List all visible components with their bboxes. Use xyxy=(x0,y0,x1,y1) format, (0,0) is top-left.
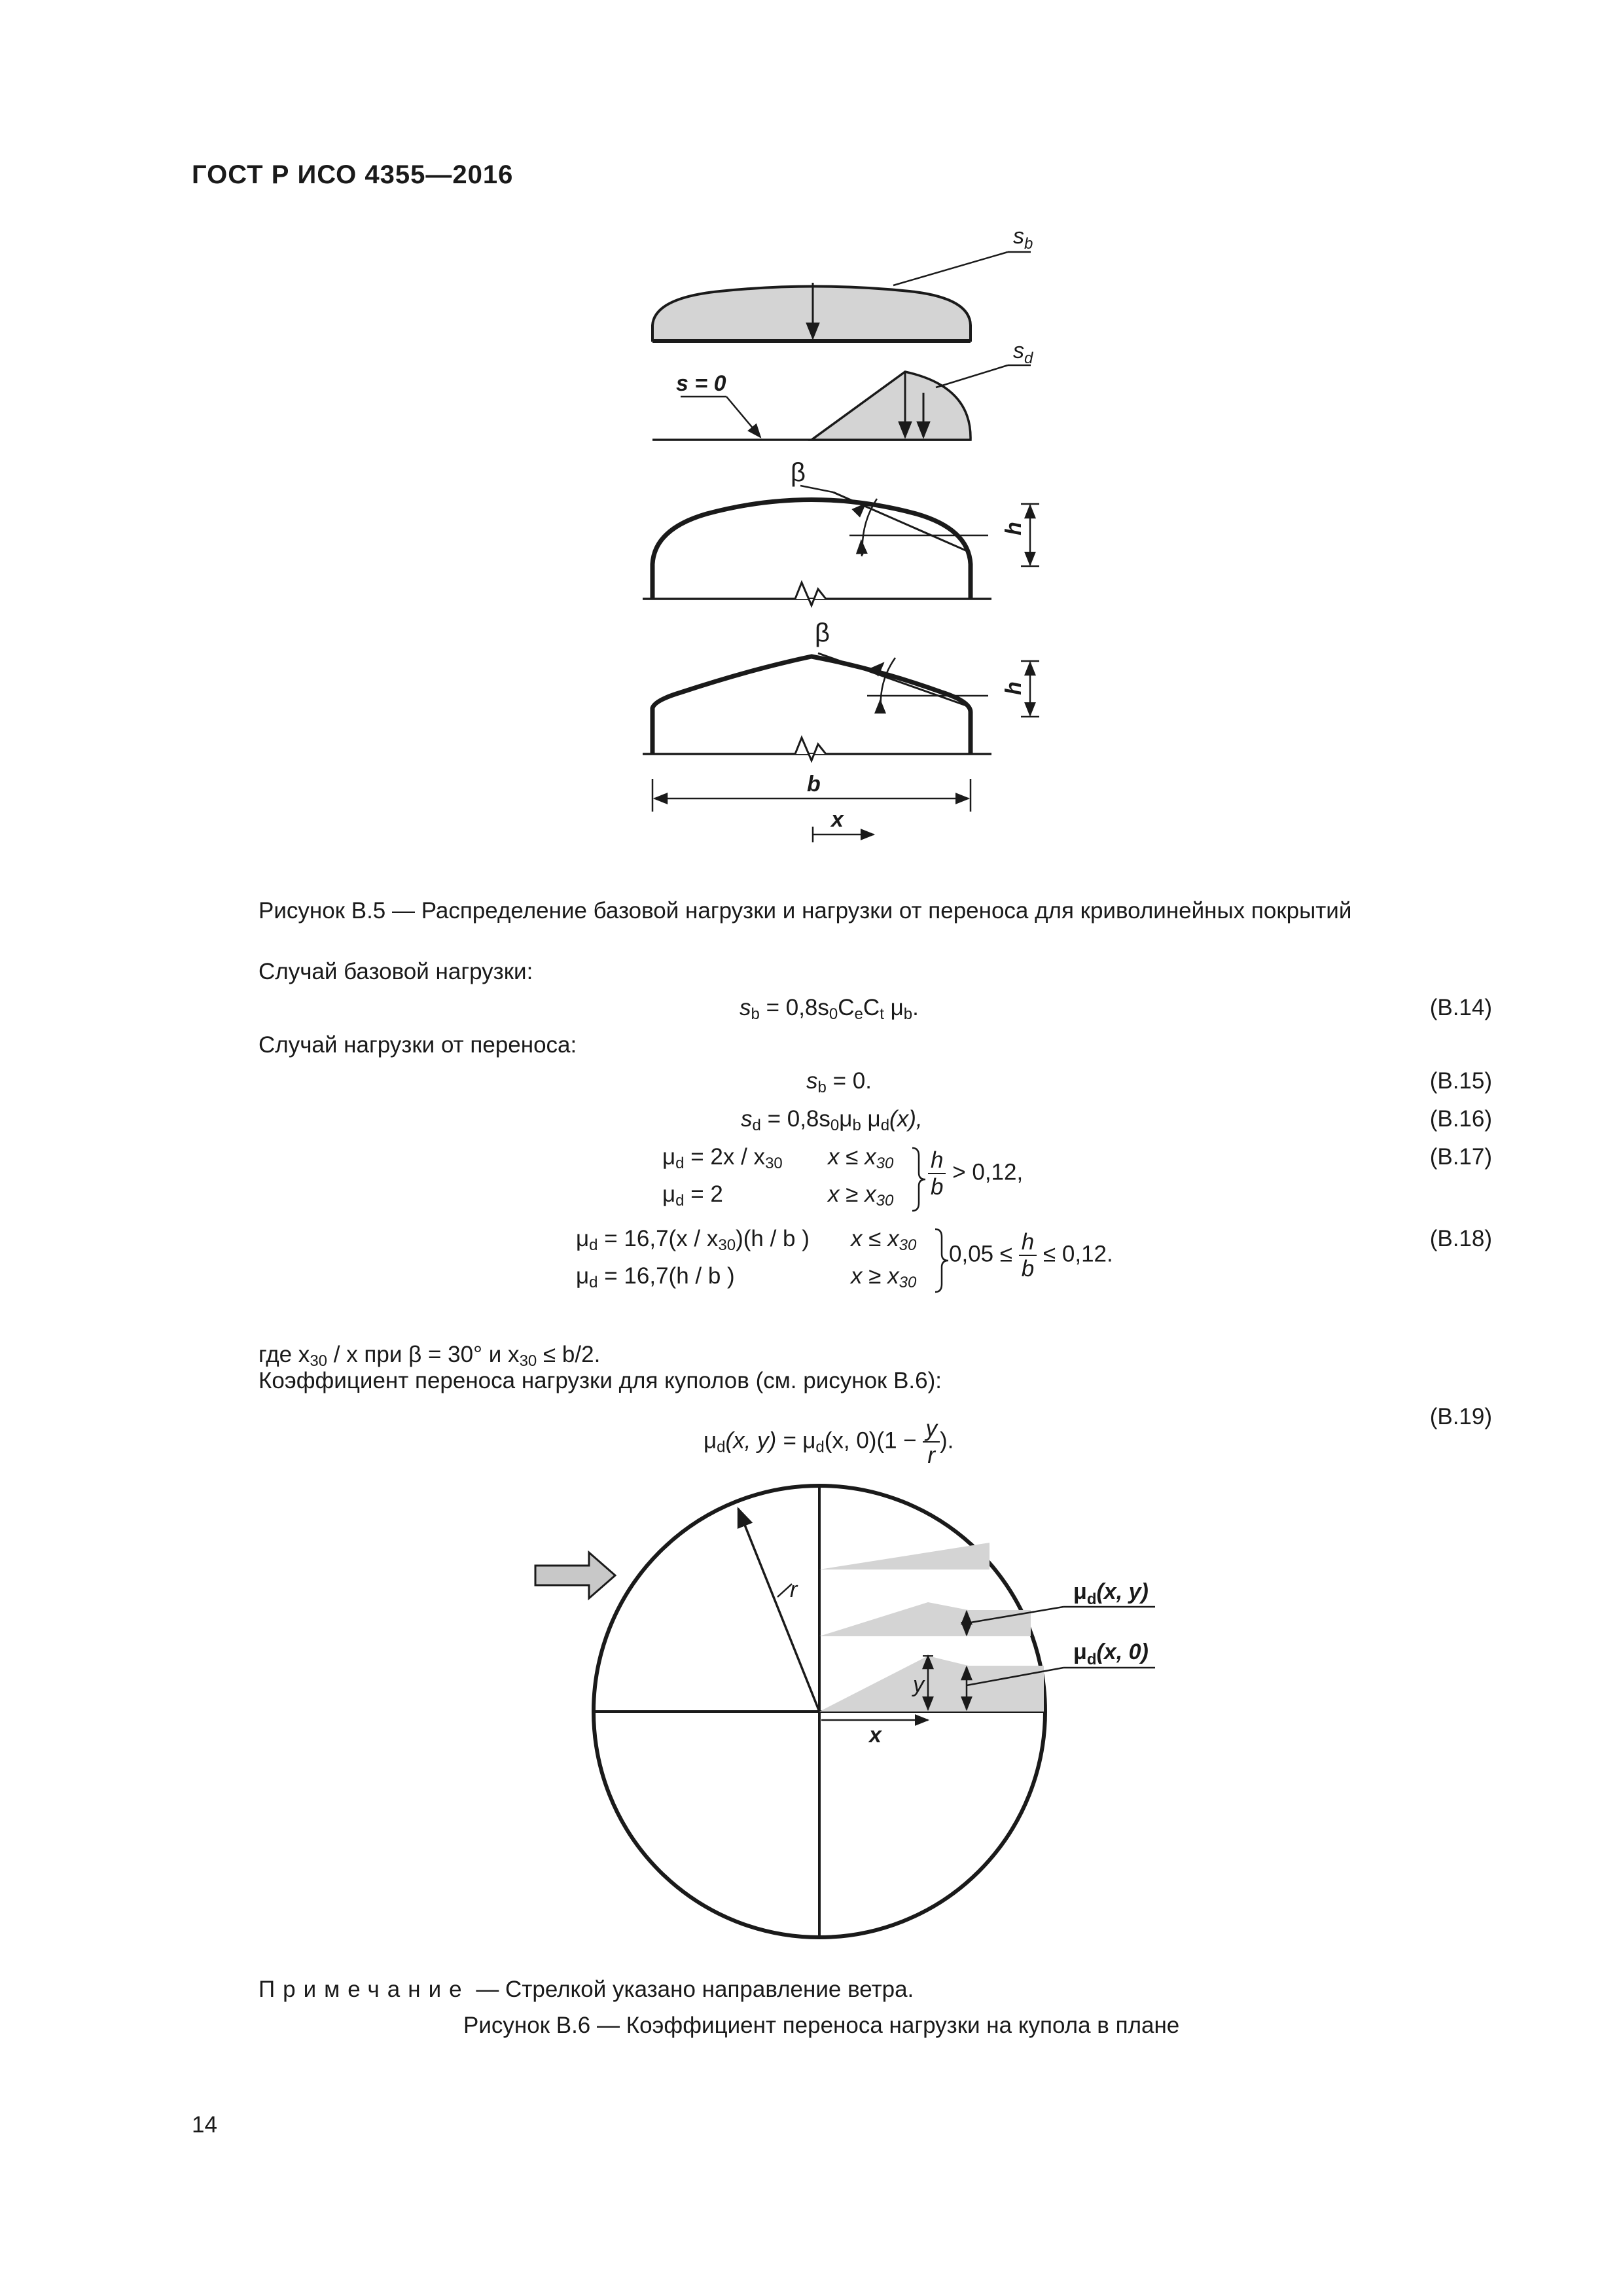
figure-b6-diagram xyxy=(524,1479,1178,1964)
label-beta-2: β xyxy=(815,619,830,647)
figure-b6-caption: Рисунок В.6 — Коэффициент переноса нагрузки на купола в плане xyxy=(463,2013,1180,2038)
equation-b18-row1: $\mu_d = 16,7(x / x_{30})(h / b$ ) xyxy=(576,1226,810,1254)
radius-arrow xyxy=(738,1509,819,1712)
transfer-coefficient-wedges xyxy=(819,1543,1044,1712)
equation-number-b19: (В.19) xyxy=(1429,1404,1492,1429)
label-sb: $s_b$ xyxy=(1013,224,1033,253)
arc-roof-diagram xyxy=(643,486,1039,605)
wind-direction-arrow-icon xyxy=(535,1552,615,1598)
equation-b18-cond1: $x \le x_{30}$ xyxy=(851,1226,917,1254)
label-h-2: h xyxy=(1001,681,1026,695)
label-r: r xyxy=(790,1577,798,1602)
document-header: ГОСТ Р ИСО 4355—2016 xyxy=(192,160,514,189)
transfer-load-case-label: Случай нагрузки от переноса: xyxy=(259,1032,577,1058)
page-number: 14 xyxy=(192,2112,217,2138)
equation-b19: $\mu_d(x$, $y) = \mu_d(x$, 0)(1 − $\frac{y}{r}$ ). xyxy=(704,1416,954,1468)
equation-b14: $s_b = 0,8s_0C_eC_t$ $\mu_b$. xyxy=(740,995,919,1023)
label-y: y xyxy=(913,1672,924,1697)
figure-b6-note: Примечание — Стрелкой указано направление ветра. xyxy=(259,1977,914,2002)
equation-number-b15: (В.15) xyxy=(1429,1068,1492,1094)
label-s-zero: s = 0 xyxy=(676,371,726,396)
equation-b18-brace xyxy=(933,1228,951,1293)
label-x-plan: x xyxy=(869,1723,882,1748)
label-b: b xyxy=(807,772,821,797)
equation-number-b16: (В.16) xyxy=(1429,1106,1492,1132)
pitched-roof-diagram xyxy=(643,653,1039,761)
equation-b17-cond2: $x \ge x_{30}$ xyxy=(828,1181,894,1210)
where-clause: где $x_{30}$ / x при β = 30° и $x_{30} \le b/2$. xyxy=(259,1342,601,1370)
equation-b18-row2: $\mu_d = 16,7(h / b$ ) xyxy=(576,1263,735,1291)
figure-b5-caption: Рисунок В.5 — Распределение базовой нагрузки и нагрузки от переноса для криволинейных покрытий xyxy=(259,898,1352,924)
equation-b16: $s_d = 0,8s_0\mu_b$ $\mu_d(x)$, xyxy=(741,1106,923,1134)
equation-number-b18: (В.18) xyxy=(1429,1226,1492,1251)
equation-b17-row1: $\mu_d = 2x / x_{30}$ xyxy=(662,1144,783,1172)
equation-b17-cond1: $x \le x_{30}$ xyxy=(828,1144,894,1172)
label-beta-1: β xyxy=(791,458,806,487)
equation-number-b14: (В.14) xyxy=(1429,995,1492,1020)
label-mu-xy: $\mu_d(x$, y) xyxy=(1073,1579,1149,1608)
equation-b15: $s_b = 0$. xyxy=(806,1068,872,1096)
label-mu-x0: $\mu_d(x$, 0) xyxy=(1073,1640,1149,1668)
equation-b18-range: 0,05 ≤ $\frac{h}{b}$ ≤ 0,12. xyxy=(949,1229,1113,1282)
label-h-1: h xyxy=(1001,522,1026,535)
base-load-case-label: Случай базовой нагрузки: xyxy=(259,959,533,984)
label-x: x xyxy=(831,807,844,832)
equation-b18-cond2: $x \ge x_{30}$ xyxy=(851,1263,917,1291)
equation-b17-brace xyxy=(910,1147,928,1212)
base-load-diagram xyxy=(652,252,1031,342)
equation-b17-row2: $\mu_d = 2$ xyxy=(662,1181,723,1210)
figure-b5-diagram xyxy=(628,216,1086,884)
dome-coefficient-line: Коэффициент переноса нагрузки для куполов (см. рисунок В.6): xyxy=(259,1368,942,1393)
equation-number-b17: (В.17) xyxy=(1429,1144,1492,1170)
equation-b17-ratio: $\frac{h}{b}$ > 0,12, xyxy=(928,1149,1023,1198)
label-sd: $s_d$ xyxy=(1013,338,1033,367)
